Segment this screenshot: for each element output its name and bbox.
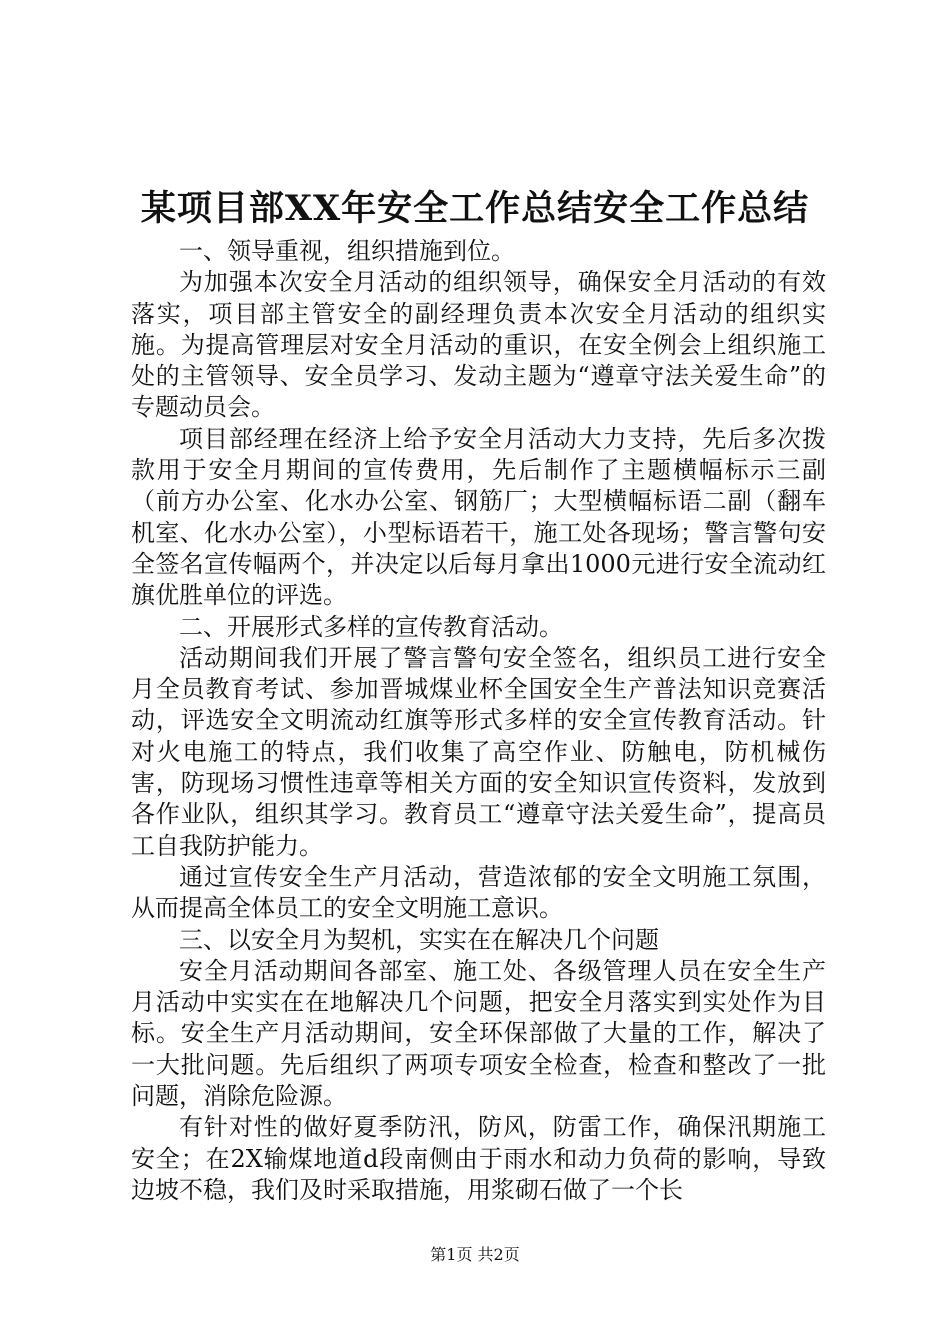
document-title: 某项目部XX年安全工作总结安全工作总结 (140, 188, 810, 229)
body-paragraph: 项目部经理在经济上给予安全月活动大力支持，先后多次拨款用于安全月期间的宣传费用，先后制作了主题横幅标示三副（前方办公室、化水办公室、钢筋厂；大型横幅标语二副（翻车机室、化水办公室），小型标语若干，施工处各现场；警言警句安全签名宣传幅两个，并决定以后每月拿出1000元进行安全流动红旗优胜单位的评选。 (131, 424, 826, 610)
section-heading-3: 三、以安全月为契机，实实在在解决几个问题 (179, 925, 659, 954)
body-paragraph: 有针对性的做好夏季防汛，防风，防雷工作，确保汛期施工安全；在2X输煤地道d段南侧由于雨水和动力负荷的影响，导致边坡不稳，我们及时采取措施，用浆砌石做了一个长 (131, 1113, 826, 1204)
body-paragraph: 为加强本次安全月活动的组织领导，确保安全月活动的有效落实，项目部主管安全的副经理负责本次安全月活动的组织实施。为提高管理层对安全月活动的重识，在安全例会上组织施工处的主管领导、安全员学习、发动主题为“遵章守法关爱生命”的专题动员会。 (131, 268, 826, 422)
page-number-footer: 第1页 共2页 (430, 1245, 520, 1264)
body-paragraph: 活动期间我们开展了警言警句安全签名，组织员工进行安全月全员教育考试、参加晋城煤业杯全国安全生产普法知识竞赛活动，评选安全文明流动红旗等形式多样的安全宣传教育活动。针对火电施工的特点，我们收集了高空作业、防触电，防机械伤害，防现场习惯性违章等相关方面的安全知识宣传资料，发放到各作业队，组织其学习。教育员工“遵章守法关爱生命”，提高员工自我防护能力。 (131, 643, 826, 860)
body-paragraph: 安全月活动期间各部室、施工处、各级管理人员在安全生产月活动中实实在在地解决几个问题，把安全月落实到实处作为目标。安全生产月活动期间，安全环保部做了大量的工作，解决了一大批问题。先后组织了两项专项安全检查，检查和整改了一批问题，消除危险源。 (131, 956, 826, 1111)
section-heading-1: 一、领导重视，组织措施到位。 (179, 237, 515, 265)
body-paragraph: 通过宣传安全生产月活动，营造浓郁的安全文明施工氛围，从而提高全体员工的安全文明施工意识。 (131, 862, 826, 923)
section-heading-2: 二、开展形式多样的宣传教育活动。 (179, 612, 563, 641)
document-body (131, 236, 826, 1206)
